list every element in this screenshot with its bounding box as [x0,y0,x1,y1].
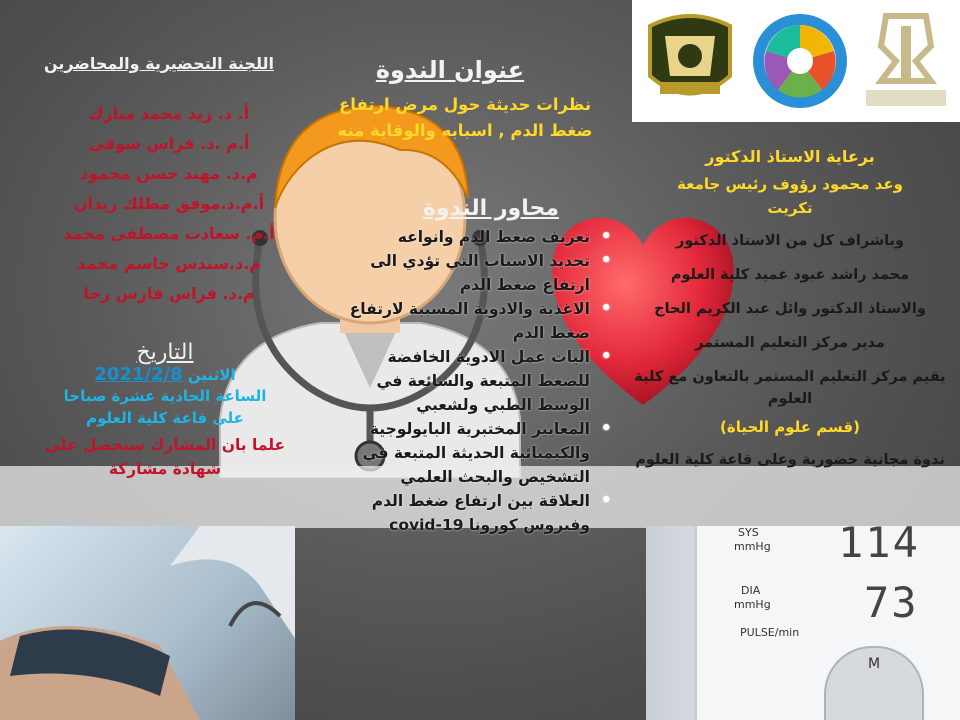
axis-item-3: • الاغذية والادوية المسببة لارتفاع ضغط الدم [330,297,612,345]
axis-item-6: • العلاقة بين ارتفاع ضغط الدم وفيروس كورونا covid-19 [330,489,612,537]
axis-item-1: • تعريف ضغط الدم وانواعه [330,225,612,249]
seminar-axes-section [330,196,612,537]
sys-reading: 114 [838,526,920,567]
patron-line-3: وباشراف كل من الاستاذ الدكتور [676,233,904,249]
seminar-title-heading: عنوان الندوة [375,56,525,84]
patron-line-8: (قسم علوم الحياة) [720,418,860,436]
patron-line-7: يقيم مركز التعليم المستمر بالتعاون مع كلية العلوم [634,369,946,407]
committee-section [14,54,304,309]
lecturer-5: أ.م. سعادت مصطفى محمد [63,224,275,243]
date-day-line [20,365,310,385]
tikrit-university-logo-icon [856,6,956,116]
monitor-button-label: M [867,656,881,672]
university-seal-icon [640,6,740,116]
dia-reading: 73 [864,578,919,627]
patron-line-1: برعاية الاستاذ الدكتور [705,147,875,166]
lecturer-4: أ.م.د.موفق مطلك زيدان [73,194,265,213]
lecturer-7: م.د. فراس فارس رجا [83,284,255,303]
lecturer-1: أ. د. زيد محمد مبارك [88,104,250,123]
patron-line-5: والاستاذ الدكتور وائل عبد الكريم الحاج [654,301,926,317]
axis-item-2: • تحديد الاسباب التي تؤدي الى ارتفاع ضغط الدم [330,249,612,297]
patronage-section [630,142,950,472]
logo-strip [632,0,960,122]
lecturer-2: أ.م .د. فراس شوقي [88,134,250,153]
sys-unit: mmHg [734,540,771,553]
lecturer-6: م.د.سندس جاسم محمد [76,254,262,273]
certificate-note: علما بان المشارك سيحصل على شهادة مشاركة [44,436,286,478]
pulse-label: PULSE/min [740,626,800,639]
dia-label: DIA [741,584,761,597]
patron-line-9: ندوة مجانية حضورية وعلى قاعة كلية العلوم [635,452,945,468]
blood-pressure-measurement-photo [0,526,295,720]
patron-line-2: وعد محمود رؤوف رئيس جامعة تكريت [677,175,903,217]
blood-pressure-monitor-photo [646,526,960,720]
monitor-button [824,646,924,720]
lecturers-list [14,99,304,309]
date-section [20,340,310,481]
date-heading: التاريخ [136,340,194,365]
seminar-title: نظرات حديثة حول مرض ارتفاع ضغط الدم , اسبابه والوقاية منه [337,95,593,140]
lecturer-3: م.د. مهند حسن محمود [80,164,258,183]
patron-line-4: محمد راشد عبود عميد كلية العلوم [670,267,910,283]
date-place: على قاعة كلية العلوم [86,409,244,427]
axes-heading: محاور الندوة [423,196,559,221]
date-day: الاثنين [187,366,236,384]
patron-line-6: مدير مركز التعليم المستمر [695,335,885,351]
arm-cuff-icon [0,526,295,720]
axis-item-4: • اليات عمل الادوية الخافضة للضغط المتبعة والشائعة في الوسط الطبي ولشعبي [330,345,612,417]
axes-list [330,225,612,537]
seminar-title-section [320,56,610,144]
college-of-science-logo-icon [750,6,850,116]
committee-heading: اللجنة التحضيرية والمحاضرين [44,54,274,73]
date-value: 2021/2/8 [94,364,183,385]
axis-item-5: • المعايير المختبرية البايولوجية والكيميائية الحديثة المتبعة في التشخيص والبحث العلمي [330,417,612,489]
sys-label: SYS [738,526,759,539]
date-time: الساعة الحادية عشرة صباحا [63,387,267,405]
dia-unit: mmHg [734,598,771,611]
